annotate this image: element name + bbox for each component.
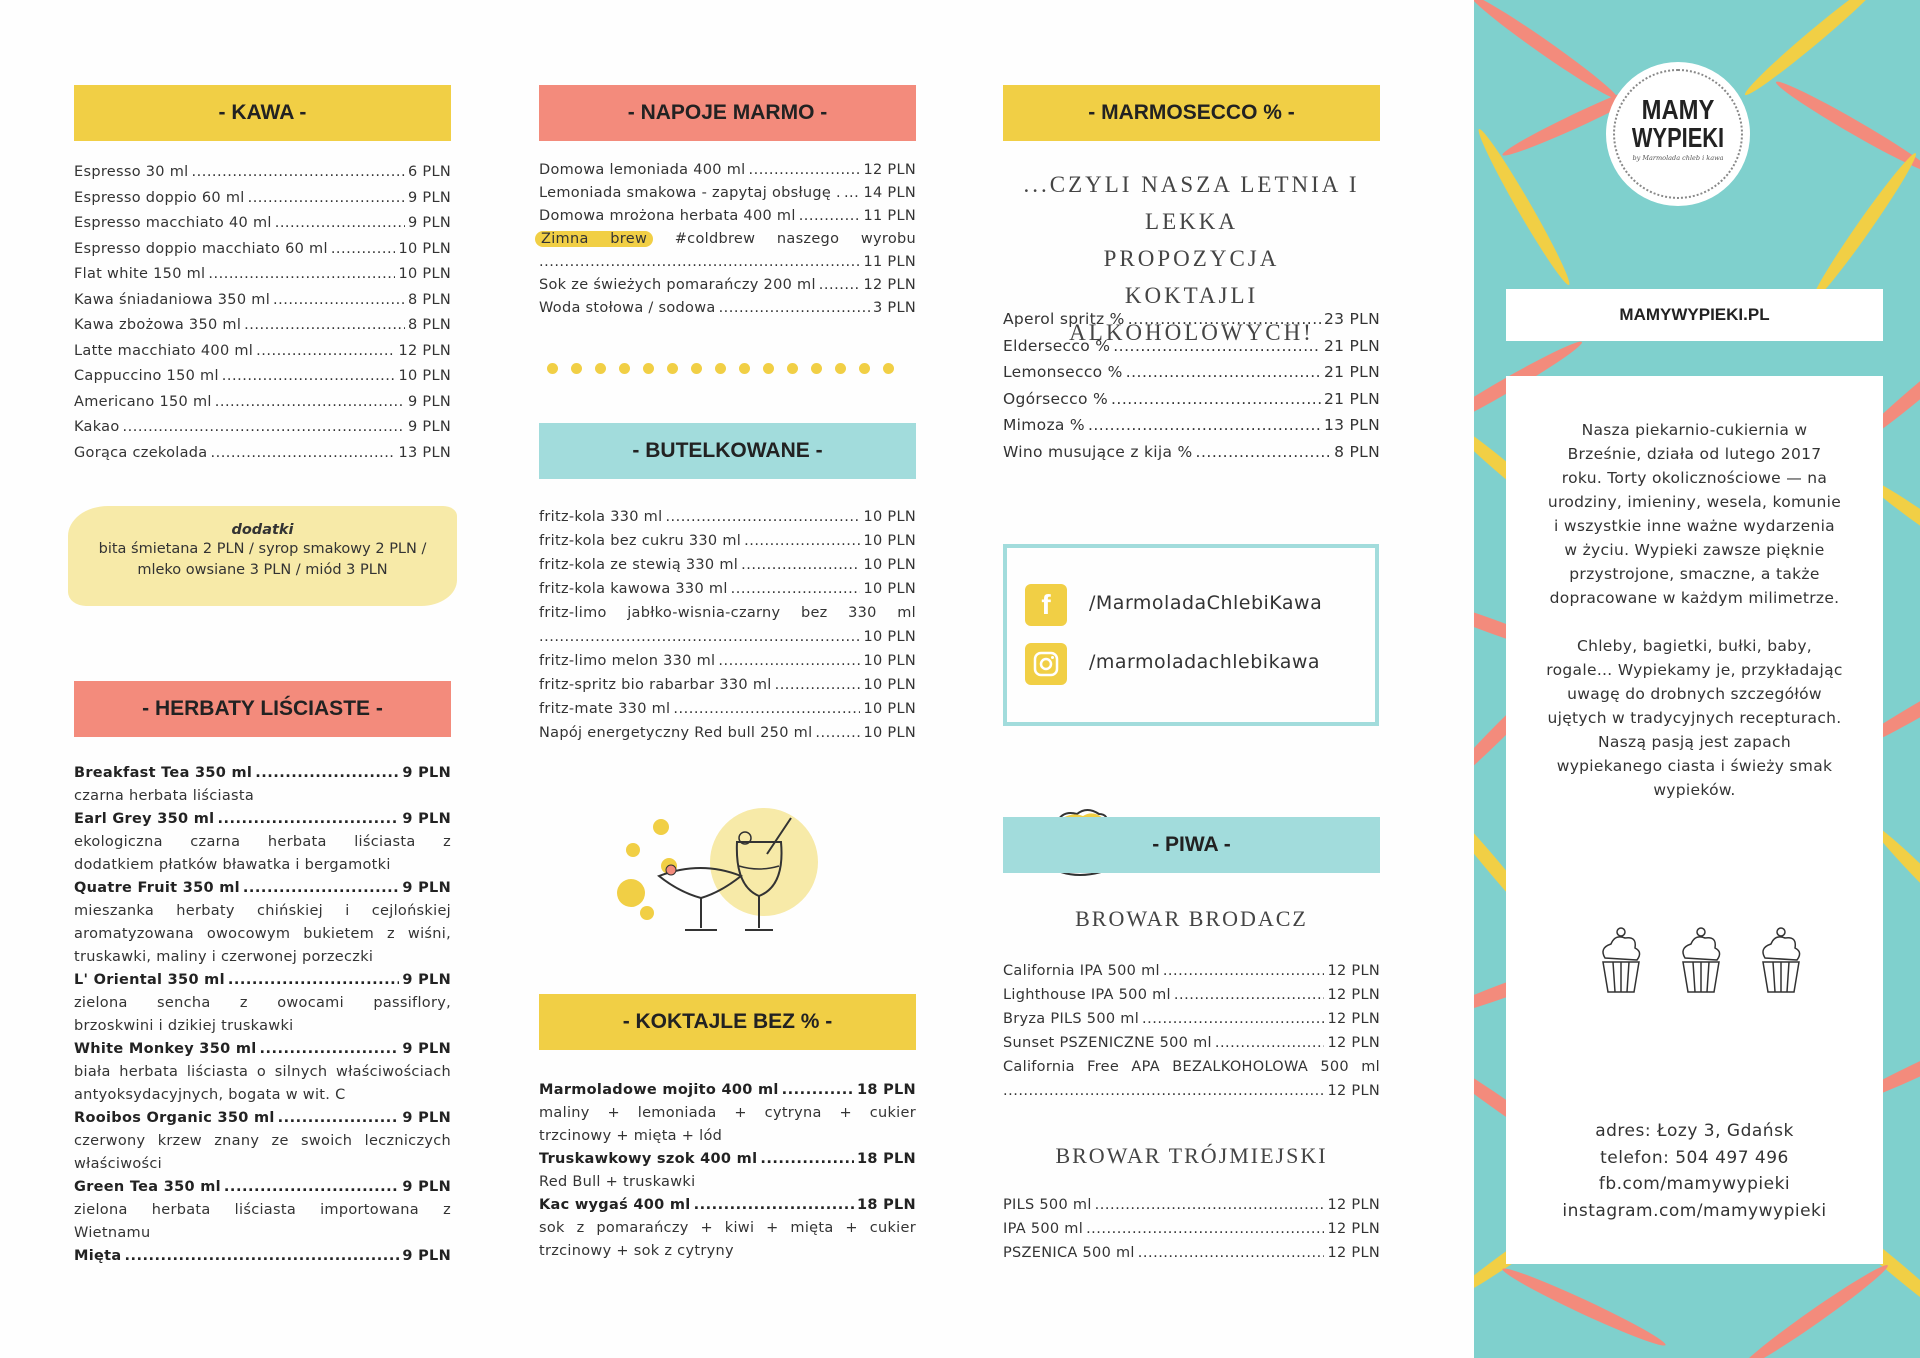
menu-item bbox=[539, 1194, 916, 1217]
menu-item bbox=[539, 649, 916, 673]
item-price: 10 PLN bbox=[398, 368, 451, 384]
item-price: 10 PLN bbox=[398, 266, 451, 282]
item-price: 13 PLN bbox=[398, 444, 451, 461]
menu-item bbox=[74, 808, 451, 831]
item-name: Lemoniada smakowa - zapytaj obsługę . bbox=[539, 185, 841, 201]
brand-sidebar bbox=[1474, 0, 1920, 1358]
dodatki-line-1: bita śmietana 2 PLN / syrop smakowy 2 PLN / bbox=[98, 541, 427, 557]
menu-item bbox=[74, 186, 451, 212]
item-price: 9 PLN bbox=[407, 419, 451, 435]
dot-leader bbox=[243, 877, 399, 900]
logo[interactable] bbox=[1606, 62, 1750, 206]
item-name: Eldersecco % bbox=[1003, 336, 1111, 355]
item-description: właściwości bbox=[74, 1156, 163, 1172]
item-name: Mimoza % bbox=[1003, 416, 1085, 434]
about-line: uwagę do drobnych szczegółów bbox=[1567, 685, 1822, 703]
dot-leader bbox=[799, 205, 861, 228]
address: adres: Łozy 3, Gdańsk bbox=[1595, 1121, 1794, 1141]
menu-item bbox=[1003, 359, 1380, 386]
item-name: Truskawkowy szok 400 ml bbox=[539, 1151, 758, 1167]
menu-item bbox=[539, 529, 916, 553]
item-name: Kakao bbox=[74, 419, 120, 435]
cupcakes-illustration bbox=[1581, 922, 1821, 1002]
dot-leader bbox=[1086, 1217, 1324, 1241]
item-description: Wietnamu bbox=[74, 1225, 151, 1241]
about-line: ujętych w tradycyjnych recepturach. bbox=[1547, 709, 1842, 727]
dot-leader bbox=[217, 808, 399, 831]
dot-leader bbox=[731, 577, 861, 601]
menu-item bbox=[539, 505, 916, 529]
coldbrew-row bbox=[539, 228, 916, 251]
item-price: 12 PLN bbox=[1327, 1035, 1380, 1051]
menu-item bbox=[74, 339, 451, 365]
marmosecco-list bbox=[1003, 306, 1380, 465]
dot-leader bbox=[273, 288, 405, 314]
fritz-limo-row: fritz-limo jabłko-wisnia-czarny bez 330 ml bbox=[539, 605, 916, 621]
dot-leader bbox=[1095, 1193, 1325, 1217]
logo-line-1: MAMY bbox=[1641, 94, 1715, 125]
dot-leader bbox=[673, 697, 860, 721]
dot-leader bbox=[260, 1038, 400, 1061]
item-price: 9 PLN bbox=[407, 189, 451, 206]
dot-leader bbox=[331, 237, 396, 263]
facebook-icon[interactable]: f bbox=[1025, 584, 1067, 626]
dot-leader bbox=[1111, 386, 1321, 413]
item-name: PSZENICA 500 ml bbox=[1003, 1245, 1135, 1261]
about-line: Brześnie, działa od lutego 2017 bbox=[1567, 445, 1822, 463]
item-price: 23 PLN bbox=[1323, 310, 1380, 328]
item-price: 18 PLN bbox=[856, 1197, 916, 1213]
menu-item bbox=[74, 262, 451, 288]
item-price: 12 PLN bbox=[1327, 1011, 1380, 1027]
item-price: 10 PLN bbox=[863, 509, 916, 525]
menu-item bbox=[74, 877, 451, 900]
herbaty-header: - HERBATY LIŚCIASTE - bbox=[74, 681, 451, 737]
item-description: biała herbata liściasta o silnych właściwościach bbox=[74, 1064, 451, 1080]
item-name: L' Oriental 350 ml bbox=[74, 972, 225, 988]
menu-item bbox=[1003, 983, 1380, 1007]
menu-item bbox=[74, 313, 451, 339]
instagram-icon[interactable] bbox=[1025, 643, 1067, 685]
item-name: Breakfast Tea 350 ml bbox=[74, 765, 253, 781]
item-price: 12 PLN bbox=[1327, 987, 1380, 1003]
item-name: Espresso doppio macchiato 60 ml bbox=[74, 240, 328, 257]
dodatki-box bbox=[68, 506, 457, 606]
item-price: 8 PLN bbox=[1334, 442, 1380, 461]
dot-leader bbox=[694, 1194, 854, 1217]
item-name: Woda stołowa / sodowa bbox=[539, 300, 716, 316]
menu-item bbox=[1003, 306, 1380, 333]
item-description: czerwony krzew znany ze swoich leczniczych bbox=[74, 1133, 451, 1149]
item-description: truskawki, maliny i czerwonej porzeczki bbox=[74, 949, 374, 965]
item-price: 9 PLN bbox=[402, 880, 451, 896]
item-name: Lighthouse IPA 500 ml bbox=[1003, 987, 1171, 1003]
item-price: 9 PLN bbox=[402, 1179, 451, 1195]
menu-item bbox=[539, 182, 916, 205]
dot-leader bbox=[1088, 412, 1321, 439]
menu-item bbox=[539, 577, 916, 601]
website[interactable]: MAMYWYPIEKI.PL bbox=[1619, 305, 1770, 324]
about-line: i wszystkie inne ważne wydarzenia bbox=[1554, 517, 1835, 535]
dot-leader bbox=[1196, 439, 1332, 466]
menu-item bbox=[1003, 439, 1380, 466]
about-line: Nasza piekarnio-cukiernia w bbox=[1581, 421, 1808, 439]
item-name: Espresso doppio 60 ml bbox=[74, 189, 245, 206]
piwa-header: - PIWA - bbox=[1003, 817, 1380, 873]
item-description: trzcinowy + mięta + lód bbox=[539, 1128, 723, 1144]
dot-leader bbox=[222, 364, 396, 390]
item-price: 10 PLN bbox=[863, 701, 916, 717]
dot-leader bbox=[224, 1176, 399, 1199]
item-price: 10 PLN bbox=[863, 653, 916, 669]
about-line: dopracowane w każdym milimetrze. bbox=[1549, 589, 1840, 607]
menu-item bbox=[74, 288, 451, 314]
dot-leader bbox=[256, 339, 395, 365]
dot-leader bbox=[124, 1245, 399, 1268]
dot-leader bbox=[782, 1079, 854, 1102]
item-price: 21 PLN bbox=[1323, 336, 1380, 355]
kawa-list bbox=[74, 160, 451, 466]
item-price: 10 PLN bbox=[863, 581, 916, 597]
item-price: 9 PLN bbox=[402, 972, 451, 988]
dot-leader bbox=[210, 441, 395, 467]
menu-item bbox=[74, 364, 451, 390]
dot-leader bbox=[215, 390, 405, 416]
item-name: Sok ze świeżych pomarańczy 200 ml bbox=[539, 277, 816, 293]
trojmiejski-list bbox=[1003, 1193, 1380, 1265]
item-name: White Monkey 350 ml bbox=[74, 1041, 257, 1057]
dot-leader bbox=[775, 673, 861, 697]
dot-leader bbox=[1142, 1007, 1324, 1031]
item-price: 9 PLN bbox=[407, 393, 451, 410]
about-text-1 bbox=[1506, 418, 1883, 610]
item-name: Earl Grey 350 ml bbox=[74, 811, 215, 827]
menu-item bbox=[539, 159, 916, 182]
fritz-limo-price: 10 PLN bbox=[863, 629, 916, 645]
cocktail-illustration bbox=[609, 800, 859, 950]
menu-item bbox=[1003, 412, 1380, 439]
website-bar bbox=[1506, 289, 1883, 341]
dodatki-title: dodatki bbox=[231, 522, 294, 538]
fritz-limo-price-row bbox=[539, 625, 916, 649]
item-description: aromatyzowana owocowym bukietem z wiśni, bbox=[74, 926, 451, 942]
about-line: w życiu. Wypieki zawsze pięknie bbox=[1564, 541, 1825, 559]
dot-leader bbox=[819, 274, 861, 297]
menu-item bbox=[74, 160, 451, 186]
trojmiejski-title: BROWAR TRÓJMIEJSKI bbox=[1055, 1143, 1328, 1168]
item-price: 21 PLN bbox=[1323, 389, 1380, 408]
dot-leader bbox=[1126, 359, 1321, 386]
menu-item bbox=[539, 205, 916, 228]
contact-block bbox=[1506, 1118, 1883, 1224]
dot-leader bbox=[275, 211, 405, 237]
coldbrew-highlight: Zimna brew bbox=[535, 231, 653, 247]
item-price: 9 PLN bbox=[402, 811, 451, 827]
menu-item bbox=[1003, 959, 1380, 983]
item-price: 9 PLN bbox=[402, 1248, 451, 1264]
item-name: Americano 150 ml bbox=[74, 393, 212, 410]
social-box bbox=[1003, 544, 1379, 726]
item-description: czarna herbata liściasta bbox=[74, 788, 255, 804]
item-name: Napój energetyczny Red bull 250 ml bbox=[539, 725, 813, 741]
coldbrew-price-row bbox=[539, 251, 916, 274]
item-price: 13 PLN bbox=[1323, 416, 1380, 434]
about-text-2 bbox=[1506, 634, 1883, 802]
butelkowane-header: - BUTELKOWANE - bbox=[539, 423, 916, 479]
item-description: mieszanka herbaty chińskiej i cejlońskiej bbox=[74, 903, 451, 919]
facebook-handle[interactable]: /MarmoladaChlebiKawa bbox=[1089, 592, 1323, 614]
dot-leader bbox=[844, 182, 861, 205]
item-name: fritz-kola bez cukru 330 ml bbox=[539, 533, 742, 549]
item-description: maliny + lemoniada + cytryna + cukier bbox=[539, 1105, 916, 1121]
item-price: 12 PLN bbox=[398, 342, 451, 359]
item-price: 12 PLN bbox=[863, 162, 916, 178]
item-name: Cappuccino 150 ml bbox=[74, 368, 219, 384]
menu-item bbox=[539, 1079, 916, 1102]
menu-item bbox=[1003, 333, 1380, 360]
item-name: Gorąca czekolada bbox=[74, 444, 208, 461]
menu-item bbox=[1003, 1031, 1380, 1055]
item-price: 10 PLN bbox=[863, 557, 916, 573]
tagline-line-1: ...CZYLI NASZA LETNIA I LEKKA bbox=[1023, 172, 1360, 234]
dodatki-line-2: mleko owsiane 3 PLN / miód 3 PLN bbox=[137, 562, 388, 578]
item-name: Domowa lemoniada 400 ml bbox=[539, 162, 746, 178]
item-name: fritz-limo melon 330 ml bbox=[539, 653, 716, 669]
menu-item bbox=[74, 762, 451, 785]
napoje-list bbox=[539, 159, 916, 320]
item-price: 18 PLN bbox=[856, 1151, 916, 1167]
dot-leader bbox=[1215, 1031, 1325, 1055]
dot-leader bbox=[760, 1148, 854, 1171]
koktajle-list bbox=[539, 1079, 916, 1263]
instagram-link[interactable]: instagram.com/mamywypieki bbox=[1562, 1200, 1827, 1221]
kawa-header: - KAWA - bbox=[74, 85, 451, 141]
menu-item bbox=[539, 673, 916, 697]
item-name: Bryza PILS 500 ml bbox=[1003, 1011, 1140, 1027]
item-name: California IPA 500 ml bbox=[1003, 963, 1160, 979]
menu-item bbox=[74, 1038, 451, 1061]
item-price: 18 PLN bbox=[856, 1082, 916, 1098]
menu-item bbox=[74, 211, 451, 237]
item-name: Quatre Fruit 350 ml bbox=[74, 880, 240, 896]
item-price: 10 PLN bbox=[398, 240, 451, 257]
koktajle-header: - KOKTAJLE BEZ % - bbox=[539, 994, 916, 1050]
menu-item bbox=[539, 297, 916, 320]
item-price: 12 PLN bbox=[1327, 963, 1380, 979]
item-name: Green Tea 350 ml bbox=[74, 1179, 221, 1195]
brodacz-list bbox=[1003, 959, 1380, 1103]
herbaty-list bbox=[74, 762, 451, 1268]
item-name: fritz-mate 330 ml bbox=[539, 701, 671, 717]
free-apa-price-row bbox=[1003, 1079, 1380, 1103]
dot-leader bbox=[1163, 959, 1325, 983]
menu-item bbox=[539, 697, 916, 721]
item-price: 12 PLN bbox=[1327, 1197, 1380, 1213]
item-name: fritz-kola 330 ml bbox=[539, 509, 663, 525]
item-price: 21 PLN bbox=[1323, 363, 1380, 381]
dot-leader bbox=[665, 505, 860, 529]
dot-leader bbox=[123, 415, 405, 441]
dot-leader bbox=[255, 762, 399, 785]
about-line: Naszą pasją jest zapach bbox=[1597, 733, 1791, 751]
item-price: 3 PLN bbox=[872, 300, 916, 316]
item-name: Espresso 30 ml bbox=[74, 164, 189, 180]
dot-leader bbox=[719, 297, 870, 320]
napoje-header: - NAPOJE MARMO - bbox=[539, 85, 916, 141]
about-line: roku. Torty okolicznościowe — na bbox=[1561, 469, 1828, 487]
menu-item bbox=[74, 1176, 451, 1199]
butelkowane-list bbox=[539, 505, 916, 745]
free-apa-price: 12 PLN bbox=[1327, 1083, 1380, 1099]
item-name: Kac wygaś 400 ml bbox=[539, 1197, 691, 1213]
dot-leader bbox=[1138, 1241, 1325, 1265]
item-price: 9 PLN bbox=[402, 765, 451, 781]
tagline-line-2: PROPOZYCJA bbox=[1103, 246, 1280, 271]
item-name: Flat white 150 ml bbox=[74, 266, 206, 282]
item-name: fritz-spritz bio rabarbar 330 ml bbox=[539, 677, 772, 693]
item-name: Kawa śniadaniowa 350 ml bbox=[74, 291, 271, 308]
menu-item bbox=[74, 237, 451, 263]
item-description: trzcinowy + sok z cytryny bbox=[539, 1243, 734, 1259]
tagline-line-3: KOKTAJLI ALKOHOLOWYCH! bbox=[1069, 283, 1314, 345]
facebook-link[interactable]: fb.com/mamywypieki bbox=[1598, 1174, 1791, 1194]
item-name: Kawa zbożowa 350 ml bbox=[74, 317, 242, 333]
dot-leader bbox=[815, 721, 860, 745]
item-price: 9 PLN bbox=[402, 1041, 451, 1057]
item-name: fritz-kola ze stewią 330 ml bbox=[539, 557, 739, 573]
item-name: Marmoladowe mojito 400 ml bbox=[539, 1082, 779, 1098]
dot-leader bbox=[748, 159, 860, 182]
dot-leader bbox=[244, 313, 405, 339]
coldbrew-desc: #coldbrew naszego wyrobu bbox=[674, 231, 916, 247]
dot-leader bbox=[1128, 306, 1321, 333]
dots-divider bbox=[547, 359, 947, 378]
item-price: 8 PLN bbox=[407, 317, 451, 333]
item-price: 12 PLN bbox=[1327, 1221, 1380, 1237]
item-price: 10 PLN bbox=[863, 725, 916, 741]
menu-item bbox=[1003, 1217, 1380, 1241]
item-name: Latte macchiato 400 ml bbox=[74, 342, 254, 359]
item-name: fritz-kola kawowa 330 ml bbox=[539, 581, 728, 597]
item-name: Ogórsecco % bbox=[1003, 389, 1108, 408]
dot-leader bbox=[248, 186, 405, 212]
item-name: IPA 500 ml bbox=[1003, 1221, 1084, 1237]
instagram-handle[interactable]: /marmoladachlebikawa bbox=[1089, 651, 1321, 673]
item-price: 12 PLN bbox=[1327, 1245, 1380, 1261]
coldbrew-price: 11 PLN bbox=[863, 254, 916, 270]
brodacz-title: BROWAR BRODACZ bbox=[1075, 906, 1308, 931]
item-price: 12 PLN bbox=[863, 277, 916, 293]
about-line: urodziny, imieniny, wesela, komunie bbox=[1547, 493, 1842, 511]
logo-subtitle: by Marmolada chleb i kawa bbox=[1632, 154, 1724, 162]
item-price: 11 PLN bbox=[863, 208, 916, 224]
phone[interactable]: telefon: 504 497 496 bbox=[1600, 1147, 1789, 1168]
item-description: zielona sencha z owocami passiflory, bbox=[74, 995, 451, 1011]
item-price: 9 PLN bbox=[407, 215, 451, 231]
menu-item bbox=[539, 274, 916, 297]
dot-leader bbox=[278, 1107, 400, 1130]
menu-item bbox=[1003, 386, 1380, 413]
item-description: dodatkiem płatków bławatka i bergamotki bbox=[74, 857, 391, 873]
item-description: sok z pomarańczy + kiwi + mięta + cukier bbox=[539, 1220, 916, 1236]
dot-leader bbox=[741, 553, 860, 577]
marmosecco-header: - MARMOSECCO % - bbox=[1003, 85, 1380, 141]
item-price: 14 PLN bbox=[863, 185, 916, 201]
about-line: rogale… Wypiekamy je, przykładając bbox=[1546, 661, 1843, 679]
item-name: Sunset PSZENICZNE 500 ml bbox=[1003, 1035, 1212, 1051]
menu-item bbox=[1003, 1007, 1380, 1031]
item-price: 10 PLN bbox=[863, 533, 916, 549]
item-name: Mięta bbox=[74, 1248, 122, 1264]
dot-leader bbox=[1174, 983, 1325, 1007]
menu-item bbox=[539, 553, 916, 577]
about-panel bbox=[1506, 376, 1883, 1264]
item-description: antyoksydacyjnych, bogata w wit. C bbox=[74, 1087, 346, 1103]
item-description: Red Bull + truskawki bbox=[539, 1174, 696, 1190]
dot-leader bbox=[1113, 333, 1321, 360]
menu-item bbox=[74, 390, 451, 416]
item-name: Wino musujące z kija % bbox=[1003, 442, 1193, 461]
menu-item bbox=[74, 441, 451, 467]
item-price: 10 PLN bbox=[863, 677, 916, 693]
item-price: 9 PLN bbox=[402, 1110, 451, 1126]
item-name: Domowa mrożona herbata 400 ml bbox=[539, 208, 796, 224]
logo-line-2: WYPIEKI bbox=[1631, 122, 1725, 153]
item-price: 6 PLN bbox=[407, 164, 451, 180]
item-name: Lemonsecco % bbox=[1003, 363, 1123, 381]
menu-item bbox=[74, 1107, 451, 1130]
menu-item bbox=[74, 1245, 451, 1268]
item-name: Espresso macchiato 40 ml bbox=[74, 215, 272, 231]
item-description: ekologiczna czarna herbata liściasta z bbox=[74, 834, 451, 850]
item-name: Aperol spritz % bbox=[1003, 310, 1125, 328]
menu-item bbox=[1003, 1241, 1380, 1265]
menu-item bbox=[74, 969, 451, 992]
item-price: 8 PLN bbox=[407, 291, 451, 308]
dot-leader bbox=[744, 529, 860, 553]
item-description: zielona herbata liściasta importowana z bbox=[74, 1202, 451, 1218]
item-name: Rooibos Organic 350 ml bbox=[74, 1110, 275, 1126]
menu-item bbox=[1003, 1193, 1380, 1217]
about-line: wypiekanego ciasta i świeży smak bbox=[1556, 757, 1833, 775]
item-name: PILS 500 ml bbox=[1003, 1197, 1092, 1213]
about-line: wypieków. bbox=[1653, 781, 1736, 799]
dot-leader bbox=[228, 969, 399, 992]
about-line: Chleby, bagietki, bułki, baby, bbox=[1576, 637, 1813, 655]
item-description: brzoskwini i dzikiej truskawki bbox=[74, 1018, 294, 1034]
about-line: przystrojone, smaczne, a także bbox=[1569, 565, 1820, 583]
dot-leader bbox=[718, 649, 860, 673]
menu-item bbox=[74, 415, 451, 441]
menu-item bbox=[539, 721, 916, 745]
dot-leader bbox=[208, 262, 395, 288]
menu-item bbox=[539, 1148, 916, 1171]
dot-leader bbox=[192, 160, 405, 186]
free-apa-row: California Free APA BEZALKOHOLOWA 500 ml bbox=[1003, 1059, 1380, 1075]
